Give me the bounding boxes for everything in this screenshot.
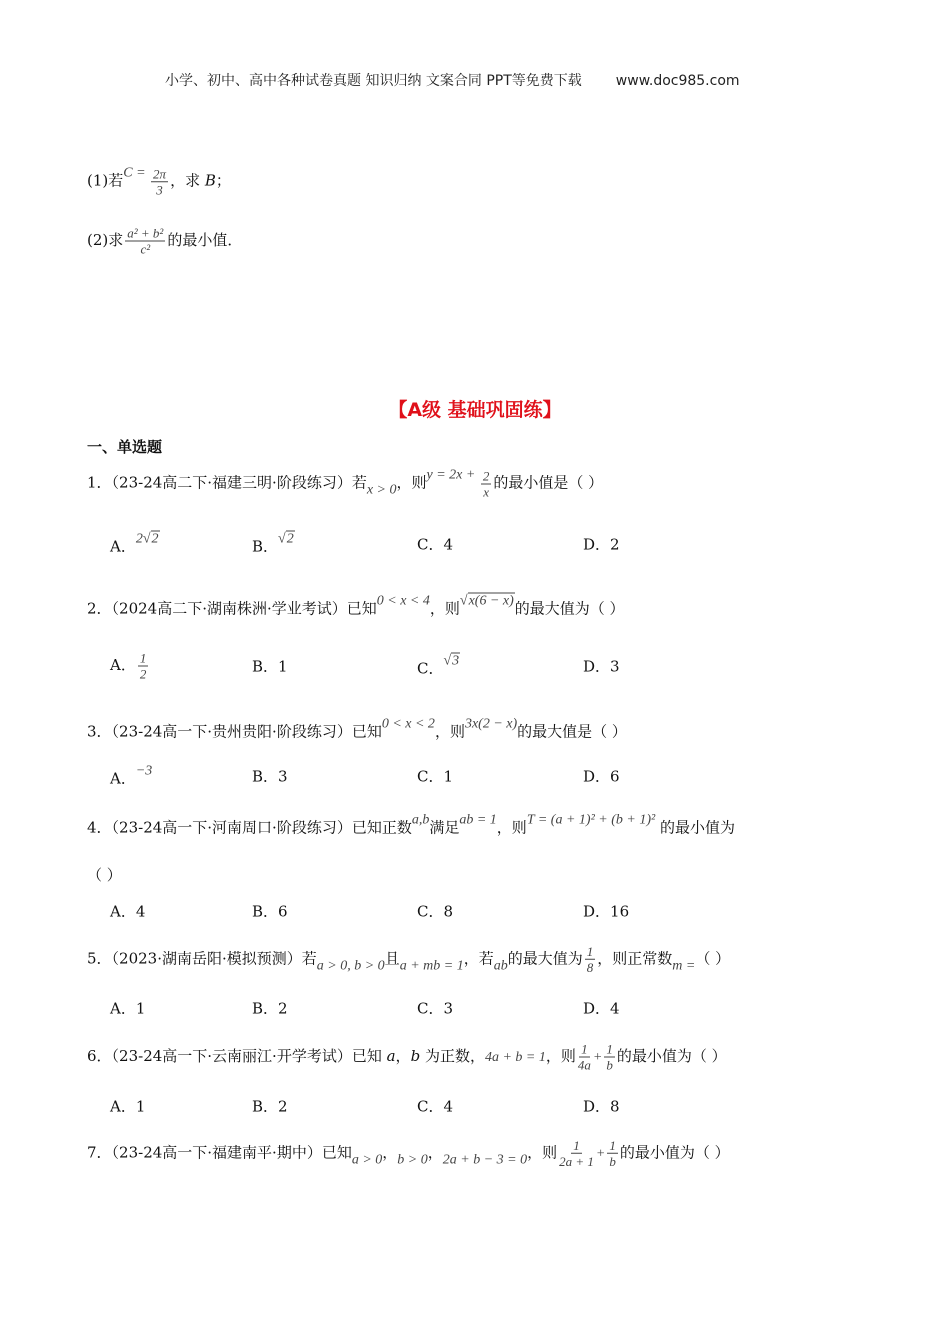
question-stem [87, 811, 735, 838]
text-run: （ ） [695, 949, 731, 968]
text-run: 3．（23-24高一下·贵州贵阳·阶段练习）已知 [87, 722, 382, 741]
answer-option [252, 656, 288, 677]
math-expression: a,b [411, 812, 430, 828]
text-run: 的最大值为 [507, 949, 583, 968]
answer-option [583, 766, 620, 787]
answer-option [417, 998, 453, 1019]
answer-option [252, 532, 295, 557]
question-stem [87, 715, 627, 742]
text-run: ，则 [434, 722, 465, 741]
answer-option [417, 901, 453, 922]
text-run: B．2 [252, 999, 288, 1018]
question-stem-continued [87, 865, 122, 885]
text-run: 5．（2023·湖南岳阳·模拟预测）若 [87, 949, 317, 968]
math-fraction [604, 1042, 615, 1073]
math-expression: x > 0 [366, 482, 397, 498]
math-expression: a > 0 [351, 1152, 383, 1168]
text-run: C． [417, 659, 444, 678]
section-subtitle: 一、单选题 [87, 438, 163, 456]
math-expression: a > 0, b > 0 [316, 958, 385, 974]
math-sqrt [136, 531, 160, 547]
sqrt-coefficient: 2 [135, 531, 143, 547]
text-run: B．3 [252, 767, 288, 786]
math-expression: 3x(2 − x) [464, 716, 518, 732]
fraction-denominator: b [606, 1057, 613, 1073]
answer-option [110, 764, 152, 789]
text-run: D．2 [583, 535, 620, 554]
fraction-denominator: x [483, 484, 489, 499]
text-run: D．16 [583, 902, 630, 921]
fraction-denominator: 3 [156, 181, 163, 197]
math-variable: b [410, 1047, 421, 1065]
text-run: 1．（23-24高二下·福建三明·阶段练习）若 [87, 473, 367, 492]
answer-option [583, 1096, 620, 1117]
answer-option [583, 901, 629, 922]
text-run: 7．（23-24高一下·福建南平·期中）已知 [87, 1143, 352, 1162]
question-stem [87, 944, 730, 977]
fraction-denominator: 4a [577, 1057, 591, 1073]
answer-option [252, 1096, 288, 1117]
text-run: ，则 [396, 473, 427, 492]
answer-option [252, 766, 288, 787]
text-run: A． [110, 537, 136, 556]
math-expression: −3 [135, 763, 153, 779]
text-run: B．2 [252, 1097, 288, 1116]
text-run: （ ） [87, 866, 122, 884]
text-run: ，则 [429, 599, 460, 618]
text-run: 的最小值为（ ） [616, 1047, 727, 1065]
text-run: 4．（23-24高一下·河南周口·阶段练习）已知正数 [87, 818, 412, 837]
answer-option [110, 1096, 145, 1117]
text-run: ，则 [496, 818, 527, 837]
text-run: 2．（2024高二下·湖南株洲·学业考试）已知 [87, 599, 377, 618]
math-expression: a + mb = 1 [399, 958, 464, 974]
fraction-denominator: 8 [586, 959, 594, 975]
text-run: D．4 [583, 999, 620, 1018]
math-expression: m = [672, 958, 696, 974]
sqrt-sign: √ [459, 593, 468, 609]
text-run: 为正数， [420, 1047, 485, 1065]
answer-option [583, 656, 620, 677]
math-expression: 2a + b − 3 = 0 [442, 1152, 528, 1168]
math-fraction [578, 1042, 591, 1073]
text-run: ，求 [170, 171, 205, 190]
fraction-numerator: 1 [609, 1137, 616, 1153]
math-expression: ab = 1 [459, 812, 497, 828]
sub-question [87, 163, 231, 197]
text-run: C．4 [417, 1097, 454, 1116]
math-fraction [559, 1138, 594, 1169]
text-run: 6．（23-24高一下·云南丽江·开学考试）已知 [87, 1047, 387, 1065]
answer-option [110, 901, 145, 922]
text-run: C．3 [417, 999, 454, 1018]
sqrt-sign: √ [443, 653, 452, 669]
text-run: C．4 [417, 535, 454, 554]
text-run: B．6 [252, 902, 288, 921]
fraction-denominator: 2a + 1 [559, 1153, 594, 1169]
math-fraction [585, 944, 596, 975]
math-expression: b > 0 [397, 1152, 428, 1168]
math-sqrt [278, 531, 295, 547]
fraction-numerator: a² + b² [127, 225, 164, 241]
header-text: 小学、初中、高中各种试卷真题 知识归纳 文案合同 PPT等免费下载 [165, 73, 582, 89]
math-expression: C = [123, 165, 150, 181]
text-run: A．4 [110, 902, 146, 921]
text-run: D．8 [583, 1097, 620, 1116]
text-run: 满足 [429, 818, 460, 837]
text-run: B．1 [252, 657, 288, 676]
math-fraction [607, 1138, 618, 1169]
question-stem [87, 1042, 727, 1073]
math-expression: 4a + b = 1 [484, 1050, 546, 1065]
text-run: 且 [384, 949, 400, 968]
fraction-numerator: 1 [573, 1137, 580, 1153]
page-header [165, 70, 740, 90]
answer-option [110, 651, 150, 682]
text-run: D．6 [583, 767, 620, 786]
fraction-numerator: 1 [606, 1041, 613, 1057]
sqrt-sign: √ [278, 531, 286, 547]
text-run: 的最小值是（ ） [493, 473, 604, 492]
math-variable: a [386, 1047, 396, 1065]
math-expression: T = (a + 1)² + (b + 1)² [526, 812, 656, 828]
fraction-denominator: b [609, 1153, 616, 1169]
question-stem [87, 592, 625, 619]
text-run: ，若 [463, 949, 494, 968]
answer-option [583, 534, 620, 555]
fraction-denominator: 2 [139, 666, 147, 682]
fraction-numerator: 1 [139, 650, 147, 666]
text-run: A． [110, 769, 136, 788]
text-run: 的最大值为（ ） [514, 599, 625, 618]
math-sqrt [443, 653, 460, 669]
question-stem [87, 1138, 730, 1171]
header-site: www.doc985.com [615, 73, 740, 89]
text-run: ，则正常数 [597, 949, 673, 968]
math-expression: y = 2x + [426, 467, 479, 483]
math-fraction [125, 226, 165, 257]
sqrt-radicand: 2 [151, 531, 159, 547]
fraction-numerator: 1 [581, 1041, 588, 1057]
math-variable: B [204, 171, 216, 190]
text-run: ，则 [545, 1047, 576, 1065]
text-run: D．3 [583, 657, 620, 676]
math-expression: 0 < x < 4 [376, 593, 430, 609]
text-run: ； [215, 171, 231, 190]
text-run: B． [252, 537, 279, 556]
answer-option [252, 998, 288, 1019]
sub-question [87, 226, 242, 257]
text-run: ， [395, 1047, 411, 1065]
text-run: ， [382, 1143, 398, 1162]
fraction-numerator: 1 [586, 943, 594, 959]
text-run: (1)若 [87, 171, 124, 190]
question-stem [87, 466, 603, 501]
answer-option [417, 654, 460, 679]
text-run: C．8 [417, 902, 454, 921]
fraction-numerator: 2π [153, 165, 167, 181]
answer-option [110, 998, 145, 1019]
text-run: ， [427, 1143, 443, 1162]
answer-option [417, 1096, 453, 1117]
text-run: A．1 [110, 1097, 146, 1116]
text-run: A． [110, 656, 136, 674]
fraction-numerator: 2 [482, 468, 490, 483]
math-fraction [151, 166, 168, 197]
math-expression: 0 < x < 2 [381, 716, 435, 732]
answer-option [583, 998, 620, 1019]
math-expression: + [595, 1146, 606, 1162]
fraction-denominator: c² [140, 241, 151, 257]
sqrt-sign: √ [142, 531, 151, 547]
math-expression: + [592, 1050, 603, 1065]
math-fraction [138, 651, 149, 682]
math-expression: ab [493, 958, 508, 974]
sqrt-radicand: 2 [286, 531, 294, 547]
answer-option [417, 534, 453, 555]
text-run: ，则 [527, 1143, 558, 1162]
sqrt-radicand: x(6 − x) [468, 593, 514, 609]
answer-option [252, 901, 288, 922]
section-title: 【A级 基础巩固练】 [388, 399, 562, 421]
answer-option [110, 532, 160, 557]
text-run: 的最小值为 [655, 818, 735, 837]
text-run: 的最小值． [167, 231, 243, 249]
sqrt-radicand: 3 [452, 653, 460, 669]
math-fraction [481, 468, 492, 499]
math-sqrt [460, 593, 515, 609]
text-run: A．1 [110, 999, 146, 1018]
text-run: (2)求 [87, 231, 124, 249]
text-run: 的最大值是（ ） [517, 722, 627, 741]
answer-option [417, 766, 453, 787]
text-run: C．1 [417, 767, 454, 786]
text-run: 的最小值为（ ） [619, 1143, 730, 1162]
